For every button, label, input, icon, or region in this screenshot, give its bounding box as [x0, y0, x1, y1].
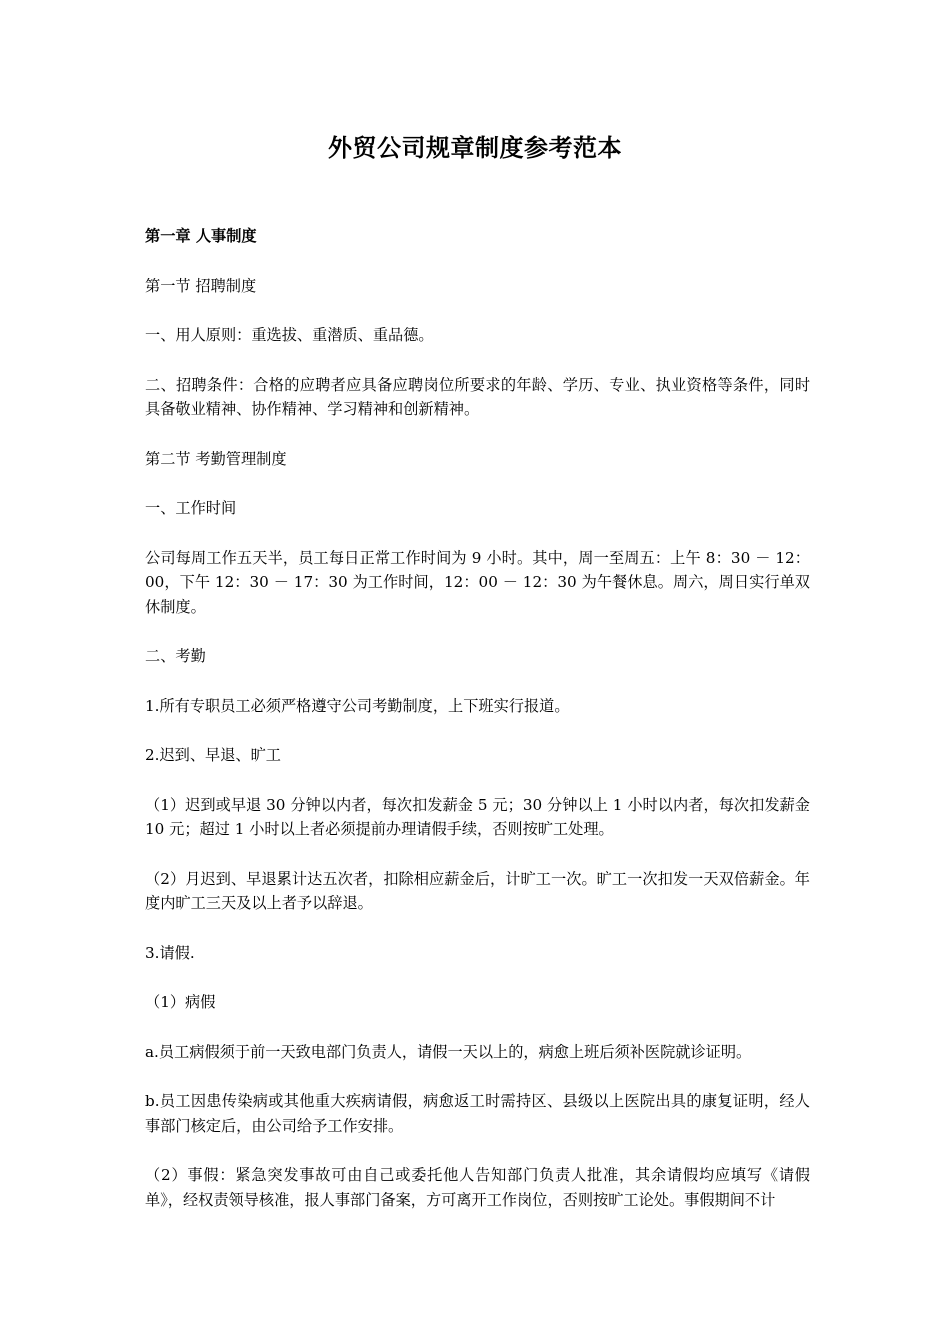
body-paragraph: （2）月迟到、早退累计达五次者，扣除相应薪金后，计旷工一次。旷工一次扣发一天双倍薪金。年度内旷工三天及以上者予以辞退。 — [145, 869, 810, 912]
body-paragraph: 二、招聘条件：合格的应聘者应具备应聘岗位所要求的年龄、学历、专业、执业资格等条件，同时具备敬业精神、协作精神、学习精神和创新精神。 — [145, 375, 810, 418]
document-title: 外贸公司规章制度参考范本 — [328, 133, 622, 162]
body-paragraph: 3.请假. — [145, 943, 195, 962]
body-paragraph: 1.所有专职员工必须严格遵守公司考勤制度，上下班实行报道。 — [145, 696, 570, 715]
body-paragraph: 一、工作时间 — [145, 499, 237, 517]
body-paragraph: b.员工因患传染病或其他重大疾病请假，病愈返工时需持区、县级以上医院出具的康复证明，经人事部门核定后，由公司给予工作安排。 — [145, 1092, 810, 1135]
document-body — [145, 224, 810, 1237]
body-paragraph: 一、用人原则：重选拔、重潜质、重品德。 — [145, 326, 434, 344]
body-paragraph: （2）事假：紧急突发事故可由自己或委托他人告知部门负责人批准，其余请假均应填写《请假单》，经权责领导核准，报人事部门备案，方可离开工作岗位，否则按旷工论处。事假期间不计 — [145, 1166, 810, 1209]
body-paragraph: 二、考勤 — [145, 647, 206, 665]
chapter-heading: 第一章 人事制度 — [145, 227, 257, 245]
body-paragraph: 第二节 考勤管理制度 — [145, 449, 287, 468]
body-paragraph: （1）病假 — [145, 993, 216, 1011]
body-paragraph: 公司每周工作五天半，员工每日正常工作时间为 9 小时。其中，周一至周五：上午 8：30 － 12：00，下午 12：30 － 17：30 为工作时间，12：00 － 12：30 为午餐休息。周六，周日实行单双休制度。 — [145, 548, 810, 616]
body-paragraph: 2.迟到、早退、旷工 — [145, 746, 281, 764]
body-paragraph: a.员工病假须于前一天致电部门负责人，请假一天以上的，病愈上班后须补医院就诊证明。 — [145, 1042, 752, 1061]
body-paragraph: （1）迟到或早退 30 分钟以内者，每次扣发薪金 5 元；30 分钟以上 1 小时以内者，每次扣发薪金 10 元；超过 1 小时以上者必须提前办理请假手续，否则按旷工处理。 — [145, 795, 810, 838]
body-paragraph: 第一节 招聘制度 — [145, 276, 257, 295]
